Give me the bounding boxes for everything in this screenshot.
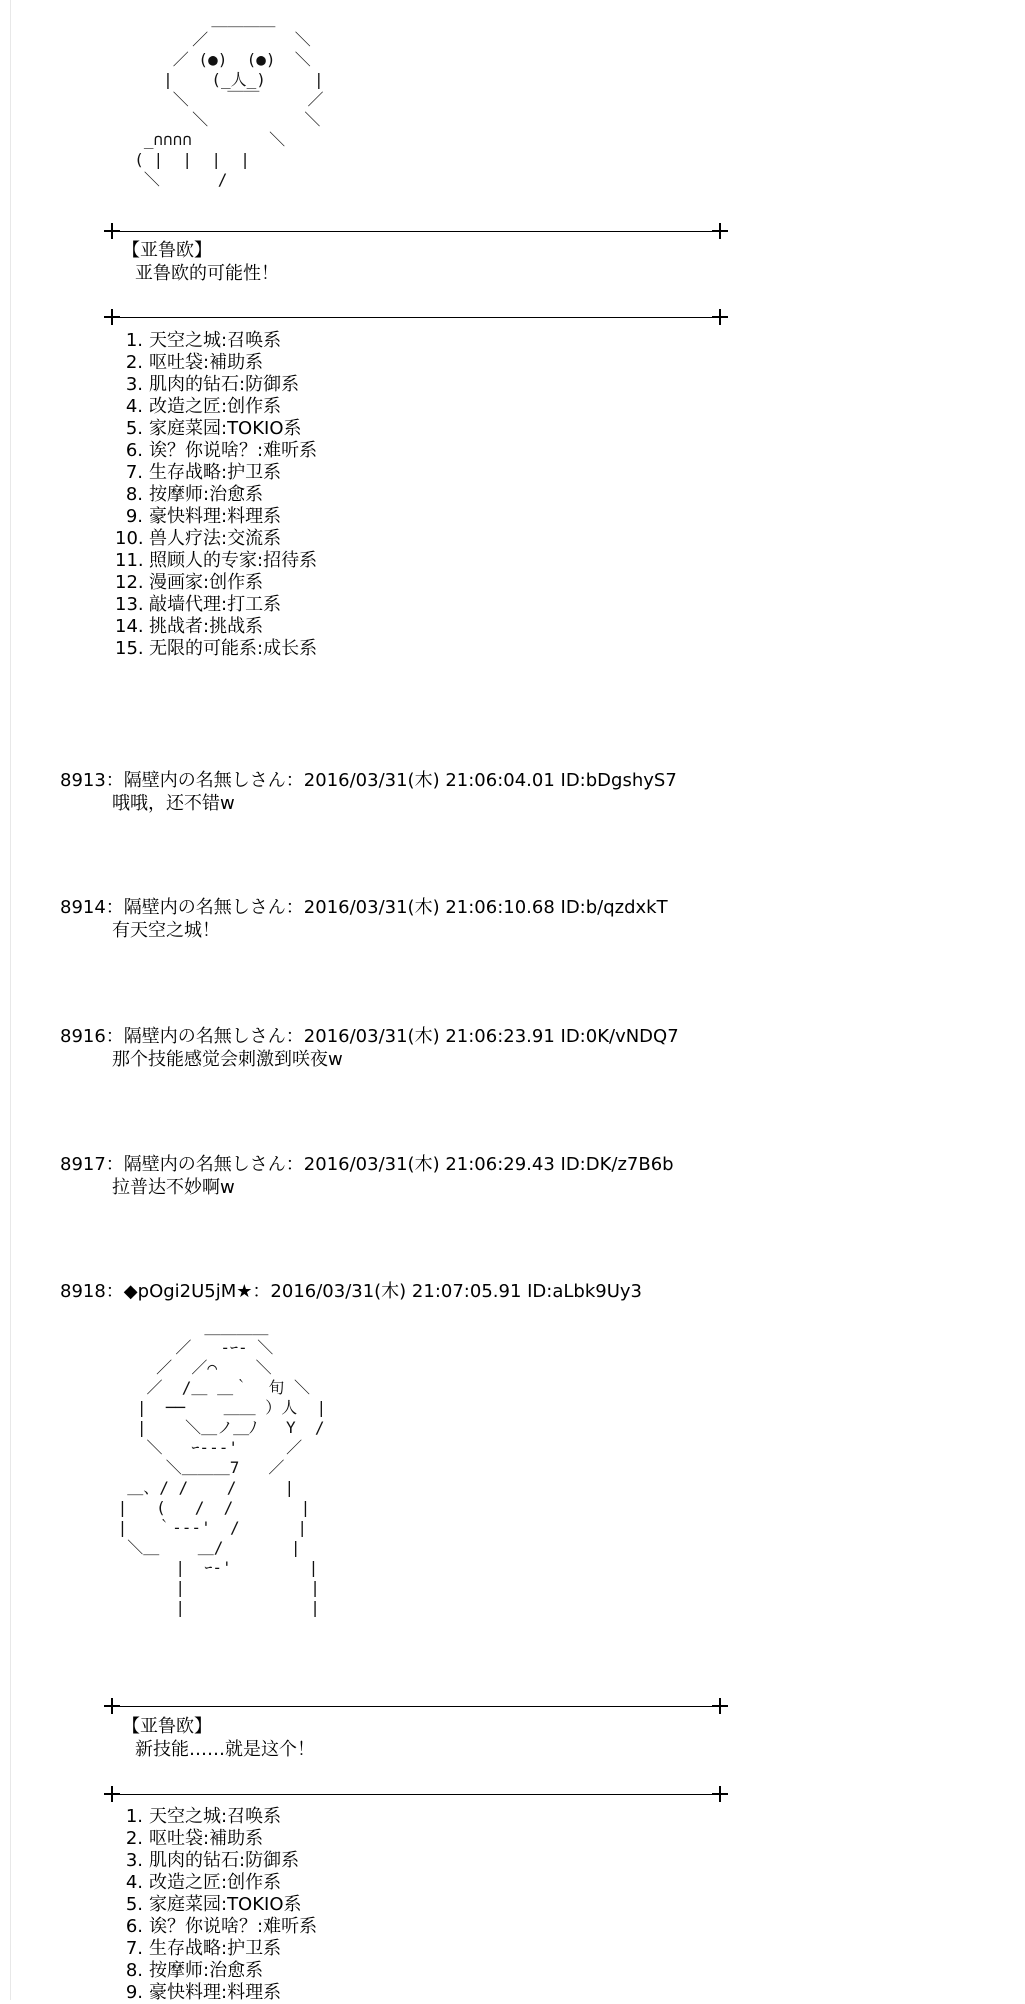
post-body: 哦哦，还不错w	[112, 793, 235, 814]
skill-list	[115, 330, 317, 660]
speaker-label: 【亚鲁欧】	[122, 1716, 212, 1737]
list-item: 5. 家庭菜园:TOKIO系	[125, 1894, 302, 1915]
list-item: 8. 按摩师:治愈系	[125, 484, 264, 505]
list-item: 1. 天空之城:召唤系	[125, 1806, 282, 1827]
list-item: 4. 改造之匠:创作系	[125, 1872, 282, 1893]
skill-list	[115, 1806, 317, 2004]
speaker-label: 【亚鲁欧】	[122, 240, 212, 261]
list-item: 11. 照顾人的专家:招待系	[115, 550, 318, 571]
list-item: 6. 诶？你说啥？:难听系	[125, 440, 318, 461]
list-item: 14. 挑战者:挑战系	[115, 616, 264, 637]
post-header: 8913：隔壁内の名無しさん：2016/03/31(木) 21:06:04.01 ID:bDgshyS7	[60, 770, 677, 791]
divider-line	[112, 317, 727, 318]
divider-right-cross	[712, 309, 728, 325]
ascii-art-top: ＿＿＿＿ ／ ＼ ／ (●) (●) ＼ | (_人_) | ＼ ￣￣ ／ ＼ ＼ _∩∩∩∩ ＼ ( | | | | ＼ /	[134, 10, 324, 189]
page-edge-line	[10, 0, 11, 2000]
post-header: 8918：◆pOgi2U5jM★：2016/03/31(木) 21:07:05.91 ID:aLbk9Uy3	[60, 1281, 642, 1302]
ascii-art-middle: ＿＿＿＿ ／ -ｰ‐ ＼ ／ ／⌒ ＼ ／ /＿ ＿｀ 旬 ＼ | ── ＿＿ ）人 | | ＼＿ノ＿ﾉ Y / ＼ ｰ‐-‐' ／ ＼＿＿＿7 ／ ＿、/ / / | | ( / / | | ｀‐-‐' / | ＼＿ ＿/ | | ｰ‐' | | | | |	[117, 1318, 327, 1617]
list-item: 2. 呕吐袋:補助系	[125, 1828, 264, 1849]
post-body: 那个技能感觉会刺激到咲夜w	[112, 1049, 343, 1070]
post-body: 拉普达不妙啊w	[112, 1177, 235, 1198]
list-item: 12. 漫画家:创作系	[115, 572, 264, 593]
divider-line	[112, 1794, 727, 1795]
list-item: 15. 无限的可能系:成长系	[115, 638, 318, 659]
divider-line	[112, 1706, 727, 1707]
divider-right-cross	[712, 1698, 728, 1714]
list-item: 6. 诶？你说啥？:难听系	[125, 1916, 318, 1937]
post-header: 8916：隔壁内の名無しさん：2016/03/31(木) 21:06:23.91 ID:0K/vNDQ7	[60, 1026, 679, 1047]
list-item: 1. 天空之城:召唤系	[125, 330, 282, 351]
post-header: 8917：隔壁内の名無しさん：2016/03/31(木) 21:06:29.43 ID:DK/z7B6b	[60, 1154, 674, 1175]
list-item: 8. 按摩师:治愈系	[125, 1960, 264, 1981]
list-item: 13. 敲墙代理:打工系	[115, 594, 282, 615]
list-item: 7. 生存战略:护卫系	[125, 462, 282, 483]
dialogue-line: 新技能……就是这个！	[135, 1739, 315, 1760]
list-item: 2. 呕吐袋:補助系	[125, 352, 264, 373]
dialogue-line: 亚鲁欧的可能性！	[135, 263, 279, 284]
divider-line	[112, 231, 727, 232]
list-item: 9. 豪快料理:料理系	[125, 506, 282, 527]
list-item: 4. 改造之匠:创作系	[125, 396, 282, 417]
divider-right-cross	[712, 1786, 728, 1802]
post-header: 8914：隔壁内の名無しさん：2016/03/31(木) 21:06:10.68 ID:b/qzdxkT	[60, 897, 668, 918]
list-item: 3. 肌肉的钻石:防御系	[125, 374, 300, 395]
post-body: 有天空之城！	[112, 920, 220, 941]
divider-right-cross	[712, 223, 728, 239]
list-item: 10. 兽人疗法:交流系	[115, 528, 282, 549]
list-item: 9. 豪快料理:料理系	[125, 1982, 282, 2003]
list-item: 5. 家庭菜园:TOKIO系	[125, 418, 302, 439]
list-item: 7. 生存战略:护卫系	[125, 1938, 282, 1959]
list-item: 3. 肌肉的钻石:防御系	[125, 1850, 300, 1871]
